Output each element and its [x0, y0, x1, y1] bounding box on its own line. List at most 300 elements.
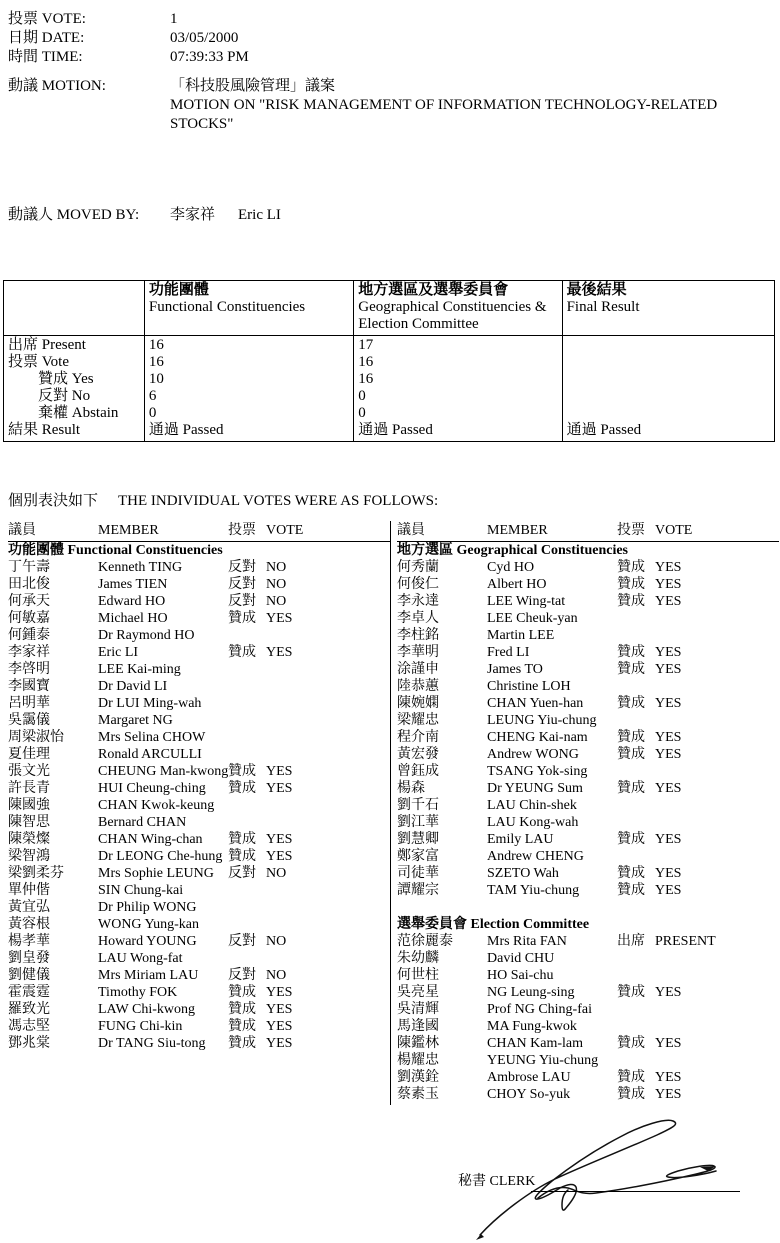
member-name-en: Eric LI	[98, 645, 139, 660]
member-vote-zh	[617, 610, 655, 627]
votes-right-header-member-en: MEMBER	[487, 523, 548, 538]
time-row	[8, 48, 608, 67]
member-name-en: LAU Chin-shek	[487, 798, 577, 813]
result-cell-value: 通過 Passed	[148, 422, 224, 438]
motion-label: 動議 MOTION:	[8, 78, 106, 94]
member-name-zh: 陳榮燦	[8, 832, 50, 847]
member-vote-row	[8, 678, 390, 695]
member-vote-zh: 贊成	[228, 832, 256, 847]
member-name-zh: 李國寶	[8, 679, 50, 694]
member-vote-en	[266, 678, 346, 695]
member-vote-zh	[617, 950, 655, 967]
member-vote-row	[8, 746, 390, 763]
member-vote-en	[655, 763, 735, 780]
member-vote-en: YES	[655, 1036, 682, 1051]
member-vote-en	[655, 814, 735, 831]
member-name-en: Dr Philip WONG	[98, 900, 197, 915]
member-name-en: MA Fung-kwok	[487, 1019, 577, 1034]
member-name-en: Dr YEUNG Sum	[487, 781, 583, 796]
member-vote-en	[655, 1018, 735, 1035]
member-vote-zh	[617, 1052, 655, 1069]
member-vote-en	[266, 882, 346, 899]
member-name-en: Prof NG Ching-fai	[487, 1002, 592, 1017]
member-name-en: Howard YOUNG	[98, 934, 197, 949]
member-name-en: FUNG Chi-kin	[98, 1019, 183, 1034]
moved-by-block	[8, 206, 281, 225]
member-vote-row	[8, 644, 390, 661]
member-vote-en	[655, 1001, 735, 1018]
member-vote-zh: 贊成	[617, 594, 645, 609]
member-vote-en: YES	[655, 730, 682, 745]
member-vote-en	[655, 848, 735, 865]
member-name-zh: 張文光	[8, 764, 50, 779]
member-vote-zh	[617, 627, 655, 644]
vote-meta-block	[8, 10, 608, 67]
member-name-zh: 陳智思	[8, 815, 50, 830]
member-name-zh: 呂明華	[8, 696, 50, 711]
member-name-en: Michael HO	[98, 611, 168, 626]
member-vote-row	[397, 763, 779, 780]
moved-by-label: 動議人 MOVED BY:	[8, 207, 140, 223]
votes-column-left	[8, 521, 390, 1052]
member-name-zh: 程介南	[397, 730, 439, 745]
vote-result-table	[3, 280, 775, 442]
member-vote-row	[397, 1069, 779, 1086]
member-vote-row	[8, 1001, 390, 1018]
votes-left-header-vote-zh: 投票	[228, 523, 256, 538]
date-row	[8, 29, 608, 48]
member-name-zh: 楊森	[397, 781, 425, 796]
member-vote-zh	[228, 678, 266, 695]
member-name-zh: 吳清輝	[397, 1002, 439, 1017]
individual-votes-heading-zh: 個別表決如下	[8, 493, 99, 509]
member-vote-zh: 反對	[228, 560, 256, 575]
member-vote-row	[8, 848, 390, 865]
member-name-zh: 李永達	[397, 594, 439, 609]
result-row-labels	[4, 336, 145, 442]
member-vote-en: PRESENT	[655, 934, 716, 949]
result-cell-value: 通過 Passed	[566, 422, 642, 438]
vote-number-row	[8, 10, 608, 29]
member-vote-zh: 出席	[617, 934, 645, 949]
result-values-functional	[144, 336, 353, 442]
result-header-functional-zh: 功能團體	[148, 282, 209, 298]
result-cell-value: 16	[148, 354, 164, 370]
member-name-zh: 單仲偕	[8, 883, 50, 898]
member-name-en: Dr Raymond HO	[98, 628, 195, 643]
member-vote-row	[8, 576, 390, 593]
result-header-final-zh: 最後結果	[566, 282, 627, 298]
member-name-en: CHAN Kam-lam	[487, 1036, 584, 1051]
member-name-en: LEUNG Yiu-chung	[487, 713, 597, 728]
member-vote-row	[8, 695, 390, 712]
member-vote-en	[655, 627, 735, 644]
member-vote-zh	[617, 797, 655, 814]
member-name-en: HUI Cheung-ching	[98, 781, 206, 796]
member-vote-zh	[617, 848, 655, 865]
member-vote-row	[8, 1035, 390, 1052]
member-vote-row	[397, 746, 779, 763]
member-vote-en: YES	[266, 849, 293, 864]
result-cell-value: 16	[148, 337, 164, 353]
member-name-zh: 何俊仁	[397, 577, 439, 592]
member-name-en: CHAN Kwok-keung	[98, 798, 215, 813]
votes-right-column-header	[397, 521, 779, 540]
result-row-label: 反對 No	[38, 388, 91, 404]
member-name-zh: 李啓明	[8, 662, 50, 677]
section-spacer	[397, 899, 779, 916]
result-row-label: 結果 Result	[8, 422, 81, 438]
member-name-en: Mrs Miriam LAU	[98, 968, 199, 983]
member-vote-row	[397, 1001, 779, 1018]
member-vote-en: YES	[655, 883, 682, 898]
member-vote-row	[8, 1018, 390, 1035]
member-name-zh: 譚耀宗	[397, 883, 439, 898]
member-vote-row	[397, 729, 779, 746]
individual-votes-heading	[8, 492, 438, 510]
member-vote-row	[397, 1035, 779, 1052]
member-name-en: CHAN Wing-chan	[98, 832, 203, 847]
votes-left-header-vote-en: VOTE	[266, 523, 304, 538]
member-vote-row	[397, 882, 779, 899]
member-name-en: SZETO Wah	[487, 866, 559, 881]
member-vote-zh	[228, 899, 266, 916]
member-vote-en: YES	[655, 866, 682, 881]
member-vote-en	[266, 899, 346, 916]
result-cell-value: 0	[148, 405, 157, 421]
member-vote-zh: 贊成	[617, 1070, 645, 1085]
member-vote-zh: 贊成	[617, 696, 645, 711]
member-name-zh: 梁智鴻	[8, 849, 50, 864]
member-name-zh: 夏佳理	[8, 747, 50, 762]
member-vote-en	[266, 916, 346, 933]
member-name-en: James TIEN	[98, 577, 168, 592]
member-vote-zh: 反對	[228, 594, 256, 609]
result-cell-value: 0	[358, 388, 366, 404]
member-vote-en	[266, 729, 346, 746]
member-vote-zh	[228, 712, 266, 729]
member-name-zh: 黃容根	[8, 917, 50, 932]
member-vote-en: YES	[266, 781, 293, 796]
votes-left-header-member-zh: 議員	[8, 523, 36, 538]
member-name-zh: 曾鈺成	[397, 764, 439, 779]
member-vote-zh	[617, 1001, 655, 1018]
motion-text-en-line1: MOTION ON "RISK MANAGEMENT OF INFORMATION TECHNOLOGY-RELATED	[170, 97, 718, 113]
member-vote-zh: 贊成	[617, 747, 645, 762]
member-vote-zh	[228, 627, 266, 644]
member-vote-row	[8, 882, 390, 899]
time-value: 07:39:33 PM	[170, 49, 249, 65]
member-vote-en	[266, 814, 346, 831]
member-vote-row	[8, 559, 390, 576]
member-vote-zh: 贊成	[228, 1002, 256, 1017]
result-header-geographical	[354, 281, 562, 336]
result-header-final	[562, 281, 774, 336]
signature-mark-icon	[380, 1105, 780, 1243]
member-vote-zh	[228, 950, 266, 967]
member-vote-row	[8, 814, 390, 831]
member-name-zh: 涂謹申	[397, 662, 439, 677]
member-name-en: Dr TANG Siu-tong	[98, 1036, 206, 1051]
result-cell-value	[567, 371, 770, 388]
votes-section-title: 地方選區 Geographical Constituencies	[397, 543, 628, 558]
member-vote-zh	[617, 712, 655, 729]
member-name-zh: 許長青	[8, 781, 50, 796]
member-vote-zh	[617, 763, 655, 780]
member-vote-en: YES	[266, 1019, 293, 1034]
member-vote-row	[8, 797, 390, 814]
member-vote-row	[397, 780, 779, 797]
member-vote-en	[655, 678, 735, 695]
member-name-zh: 陳鑑林	[397, 1036, 439, 1051]
member-vote-zh: 反對	[228, 866, 256, 881]
member-name-zh: 楊耀忠	[397, 1053, 439, 1068]
member-name-zh: 陸恭蕙	[397, 679, 439, 694]
member-vote-zh	[228, 746, 266, 763]
member-vote-en: YES	[655, 645, 682, 660]
votes-section-title: 功能團體 Functional Constituencies	[8, 543, 223, 558]
member-vote-row	[397, 610, 779, 627]
member-name-en: LEE Wing-tat	[487, 594, 566, 609]
member-vote-zh: 贊成	[617, 577, 645, 592]
member-name-zh: 鄭家富	[397, 849, 439, 864]
individual-votes-heading-en: THE INDIVIDUAL VOTES WERE AS FOLLOWS:	[118, 493, 439, 509]
member-vote-en	[266, 661, 346, 678]
member-vote-zh: 反對	[228, 577, 256, 592]
result-cell-value: 6	[148, 388, 157, 404]
motion-text	[170, 77, 760, 134]
member-vote-en	[655, 1052, 735, 1069]
member-vote-en: YES	[655, 662, 682, 677]
member-vote-en: YES	[655, 577, 682, 592]
member-name-zh: 劉江華	[397, 815, 439, 830]
result-cell-value: 通過 Passed	[358, 422, 433, 438]
member-name-zh: 劉漢銓	[397, 1070, 439, 1085]
member-vote-row	[397, 678, 779, 695]
member-vote-row	[8, 610, 390, 627]
member-name-zh: 何秀蘭	[397, 560, 439, 575]
member-name-zh: 司徒華	[397, 866, 439, 881]
member-name-zh: 陳婉嫻	[397, 696, 439, 711]
result-cell-value	[567, 354, 770, 371]
member-vote-en	[266, 695, 346, 712]
member-name-zh: 周梁淑怡	[8, 730, 64, 745]
votes-right-header-vote-en: VOTE	[655, 523, 693, 538]
motion-block	[8, 77, 768, 134]
member-vote-en	[655, 712, 735, 729]
member-name-zh: 李卓人	[397, 611, 439, 626]
member-name-en: Kenneth TING	[98, 560, 183, 575]
member-vote-zh	[617, 1018, 655, 1035]
member-name-zh: 楊孝華	[8, 934, 50, 949]
result-header-functional-en: Functional Constituencies	[148, 299, 306, 315]
result-row-label: 贊成 Yes	[38, 371, 94, 387]
votes-section-title: 選舉委員會 Election Committee	[397, 917, 590, 932]
member-name-zh: 劉千石	[397, 798, 439, 813]
member-vote-row	[8, 763, 390, 780]
member-name-zh: 李家祥	[8, 645, 50, 660]
signature-line	[531, 1191, 740, 1192]
member-vote-en: YES	[266, 611, 293, 626]
member-vote-en: NO	[266, 968, 287, 983]
result-row-label: 棄權 Abstain	[38, 405, 119, 421]
result-header-geographical-en2: Election Committee	[358, 316, 479, 332]
member-vote-row	[397, 984, 779, 1001]
member-name-zh: 范徐麗泰	[397, 934, 453, 949]
member-vote-zh	[228, 661, 266, 678]
member-name-en: LAU Wong-fat	[98, 951, 183, 966]
member-vote-row	[397, 848, 779, 865]
member-name-en: Dr LEONG Che-hung	[98, 849, 223, 864]
votes-left-header-member-en: MEMBER	[98, 523, 159, 538]
member-vote-row	[397, 814, 779, 831]
member-vote-row	[397, 1018, 779, 1035]
member-name-en: Christine LOH	[487, 679, 571, 694]
member-vote-row	[397, 576, 779, 593]
member-vote-en	[655, 950, 735, 967]
member-vote-en: YES	[655, 696, 682, 711]
votes-left-sections	[8, 542, 390, 1052]
member-name-en: TAM Yiu-chung	[487, 883, 580, 898]
member-name-zh: 丁午壽	[8, 560, 50, 575]
member-name-en: LAW Chi-kwong	[98, 1002, 196, 1017]
member-vote-zh: 贊成	[617, 1036, 645, 1051]
moved-by-name-en: Eric LI	[238, 207, 281, 223]
member-name-en: Emily LAU	[487, 832, 554, 847]
member-vote-en: YES	[655, 560, 682, 575]
member-name-en: LAU Kong-wah	[487, 815, 579, 830]
member-name-en: CHAN Yuen-han	[487, 696, 584, 711]
member-name-zh: 黃宜弘	[8, 900, 50, 915]
member-name-zh: 劉健儀	[8, 968, 50, 983]
motion-text-zh: 「科技股風險管理」議案	[170, 78, 336, 94]
member-vote-row	[397, 797, 779, 814]
member-name-zh: 何世柱	[397, 968, 439, 983]
member-name-en: Andrew CHENG	[487, 849, 584, 864]
member-vote-zh: 贊成	[228, 781, 256, 796]
member-name-zh: 田北俊	[8, 577, 50, 592]
member-vote-row	[8, 865, 390, 882]
member-vote-zh: 贊成	[228, 764, 256, 779]
result-header-final-en: Final Result	[566, 299, 640, 315]
result-cell-value: 10	[148, 371, 164, 387]
member-vote-row	[8, 933, 390, 950]
member-vote-en	[266, 746, 346, 763]
member-name-zh: 梁耀忠	[397, 713, 439, 728]
member-vote-zh: 贊成	[617, 781, 645, 796]
member-name-zh: 吳靄儀	[8, 713, 50, 728]
member-name-zh: 劉皇發	[8, 951, 50, 966]
member-vote-zh	[617, 814, 655, 831]
member-vote-row	[397, 865, 779, 882]
clerk-label: 秘書 CLERK	[458, 1174, 536, 1189]
member-name-en: LEE Kai-ming	[98, 662, 181, 677]
member-vote-zh: 贊成	[617, 1087, 645, 1102]
member-name-en: LEE Cheuk-yan	[487, 611, 578, 626]
result-header-geographical-en1: Geographical Constituencies &	[358, 299, 547, 315]
member-vote-en: YES	[266, 764, 293, 779]
member-vote-en: NO	[266, 594, 287, 609]
member-vote-zh: 贊成	[228, 645, 256, 660]
result-row-label: 出席 Present	[8, 337, 86, 353]
member-name-zh: 蔡素玉	[397, 1087, 439, 1102]
member-vote-row	[8, 916, 390, 933]
member-vote-zh	[228, 882, 266, 899]
member-name-en: Cyd HO	[487, 560, 535, 575]
member-vote-en	[266, 950, 346, 967]
member-vote-zh: 贊成	[228, 849, 256, 864]
member-vote-en: YES	[655, 781, 682, 796]
member-name-zh: 馬逢國	[397, 1019, 439, 1034]
result-cell-value: 16	[358, 354, 374, 370]
result-cell-value	[567, 337, 770, 354]
member-name-en: TSANG Yok-sing	[487, 764, 588, 779]
member-vote-en: YES	[655, 985, 682, 1000]
member-vote-en: NO	[266, 577, 287, 592]
member-vote-en: YES	[266, 1036, 293, 1051]
member-vote-zh	[228, 797, 266, 814]
member-vote-row	[8, 661, 390, 678]
member-vote-row	[8, 831, 390, 848]
member-vote-row	[397, 593, 779, 610]
result-cell-value: 0	[358, 405, 366, 421]
member-vote-zh	[228, 695, 266, 712]
member-name-en: Ambrose LAU	[487, 1070, 571, 1085]
member-vote-zh: 贊成	[617, 730, 645, 745]
member-name-zh: 何敏嘉	[8, 611, 50, 626]
member-vote-row	[397, 661, 779, 678]
date-label: 日期 DATE:	[8, 30, 85, 46]
vote-number-label: 投票 VOTE:	[8, 11, 86, 27]
member-name-en: CHOY So-yuk	[487, 1087, 571, 1102]
member-vote-row	[8, 899, 390, 916]
member-vote-en: YES	[655, 594, 682, 609]
votes-right-sections	[397, 542, 779, 1103]
member-vote-zh	[228, 916, 266, 933]
member-vote-zh: 贊成	[228, 1019, 256, 1034]
member-name-zh: 黃宏發	[397, 747, 439, 762]
member-vote-zh: 贊成	[617, 832, 645, 847]
member-name-en: Edward HO	[98, 594, 166, 609]
member-name-zh: 吳亮星	[397, 985, 439, 1000]
member-name-zh: 陳國強	[8, 798, 50, 813]
member-vote-zh	[228, 729, 266, 746]
member-vote-zh: 贊成	[617, 662, 645, 677]
member-vote-zh: 贊成	[617, 560, 645, 575]
member-vote-row	[8, 967, 390, 984]
member-name-en: James TO	[487, 662, 543, 677]
member-vote-zh: 贊成	[617, 866, 645, 881]
member-name-zh: 何鍾泰	[8, 628, 50, 643]
member-name-zh: 霍震霆	[8, 985, 50, 1000]
member-name-en: Margaret NG	[98, 713, 173, 728]
member-vote-en	[655, 610, 735, 627]
votes-right-header-vote-zh: 投票	[617, 523, 645, 538]
member-vote-row	[8, 780, 390, 797]
member-vote-zh: 反對	[228, 968, 256, 983]
member-name-en: Mrs Sophie LEUNG	[98, 866, 214, 881]
member-vote-en	[655, 797, 735, 814]
result-table-body-row	[4, 336, 775, 442]
member-vote-en: YES	[655, 1070, 682, 1085]
motion-text-en-line2: STOCKS"	[170, 116, 234, 132]
member-vote-row	[397, 627, 779, 644]
result-cell-value: 17	[358, 337, 374, 353]
time-label: 時間 TIME:	[8, 49, 83, 65]
member-vote-en	[266, 797, 346, 814]
result-table-header-row	[4, 281, 775, 336]
member-vote-zh: 贊成	[617, 883, 645, 898]
